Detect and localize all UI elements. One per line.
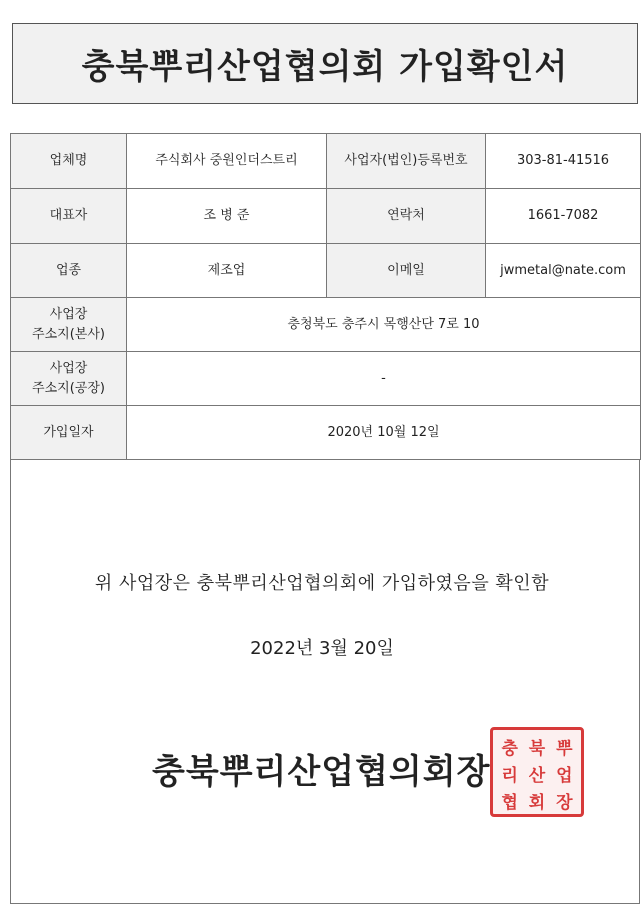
email-label: 이메일 xyxy=(327,244,486,298)
factory-label-line2: 주소지(공장) xyxy=(32,380,105,396)
phone-label: 연락처 xyxy=(327,189,486,244)
table-row xyxy=(11,298,641,352)
hq-label-line2: 주소지(본사) xyxy=(32,326,105,342)
document-title: 충북뿌리산업협의회 가입확인서 xyxy=(12,23,638,104)
seal-char: 장 xyxy=(556,793,573,813)
hq-label-line1: 사업장 xyxy=(49,306,88,322)
bizno-label: 사업자(법인)등록번호 xyxy=(327,134,486,189)
info-table xyxy=(10,133,641,460)
seal-char: 협 xyxy=(501,793,518,813)
joined-date-label: 가입일자 xyxy=(11,406,127,460)
seal-char: 충 xyxy=(501,739,518,759)
hq-address-label xyxy=(11,298,127,352)
industry-label: 업종 xyxy=(11,244,127,298)
seal-char: 리 xyxy=(501,766,518,786)
factory-address-value: - xyxy=(127,352,641,406)
seal-char: 북 xyxy=(528,739,546,759)
confirmation-statement: 위 사업장은 충북뿌리산업협의회에 가입하였음을 확인함 xyxy=(94,573,550,594)
factory-label-line1: 사업장 xyxy=(49,360,88,376)
bizno-value: 303-81-41516 xyxy=(486,134,641,189)
table-row xyxy=(11,406,641,460)
seal-char: 업 xyxy=(556,766,573,786)
table-row xyxy=(11,189,641,244)
table-row xyxy=(11,352,641,406)
official-seal-stamp xyxy=(490,727,584,817)
company-label: 업체명 xyxy=(11,134,127,189)
company-value: 주식회사 중원인더스트리 xyxy=(127,134,327,189)
certificate-body-frame xyxy=(10,459,640,904)
issuer-name: 충북뿌리산업협의회장 xyxy=(152,752,491,792)
email-value: jwmetal@nate.com xyxy=(486,244,641,298)
ceo-label: 대표자 xyxy=(11,189,127,244)
issue-date: 2022년 3월 20일 xyxy=(250,638,394,659)
table-row xyxy=(11,134,641,189)
factory-address-label xyxy=(11,352,127,406)
industry-value: 제조업 xyxy=(127,244,327,298)
ceo-value: 조 병 준 xyxy=(127,189,327,244)
joined-date-value: 2020년 10월 12일 xyxy=(127,406,641,460)
phone-value: 1661-7082 xyxy=(486,189,641,244)
seal-char: 회 xyxy=(528,793,546,813)
table-row xyxy=(11,244,641,298)
hq-address-value: 충청북도 충주시 목행산단 7로 10 xyxy=(127,298,641,352)
seal-char: 뿌 xyxy=(556,739,573,759)
seal-char: 산 xyxy=(528,766,546,786)
